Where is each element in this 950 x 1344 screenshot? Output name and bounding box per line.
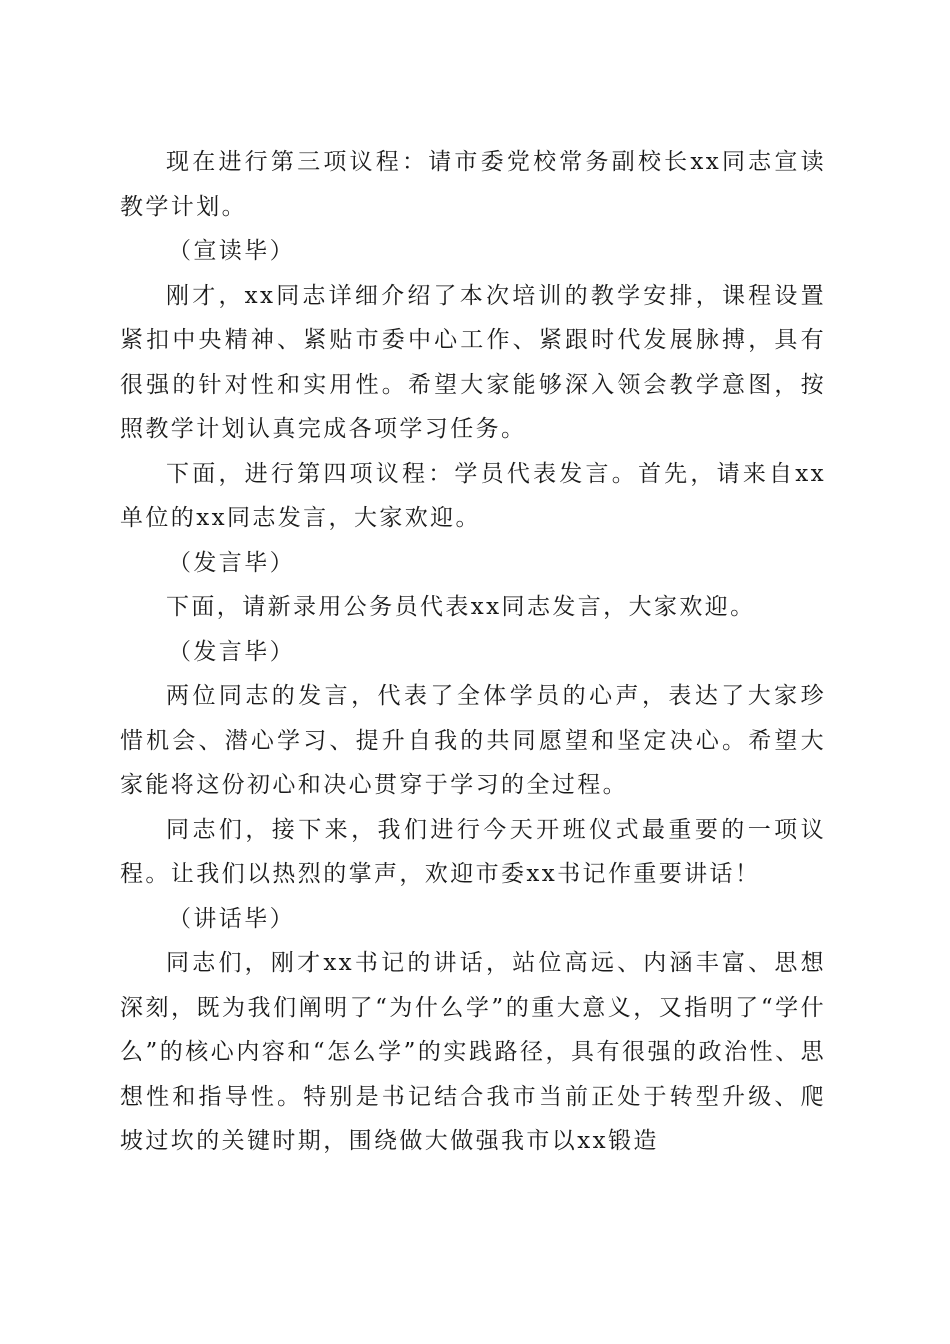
paragraph-secretary-speech-intro: 同志们，接下来，我们进行今天开班仪式最重要的一项议程。让我们以热烈的掌声，欢迎市委xx书记作重要讲话！ (120, 816, 826, 887)
paragraph-secretary-speech-summary: 同志们，刚才xx书记的讲话，站位高远、内涵丰富、思想深刻，既为我们阐明了“为什么学”的重大意义，又指明了“学什么”的核心内容和“怎么学”的实践路径，具有很强的政治性、思想性和指导性。特别是书记结合我市当前正处于转型升级、爬坡过坎的关键时期，围绕做大做强我市以xx锻造 (120, 950, 826, 1154)
paragraph-speeches-summary: 两位同志的发言，代表了全体学员的心声，表达了大家珍惜机会、潜心学习、提升自我的共同愿望和坚定决心。希望大家能将这份初心和决心贯穿于学习的全过程。 (120, 683, 826, 798)
note-talk-finished: （讲话毕） (168, 905, 295, 932)
note-speech-finished-2: （发言毕） (168, 638, 295, 665)
paragraph-new-civil-servant-speech: 下面，请新录用公务员代表xx同志发言，大家欢迎。 (166, 594, 756, 620)
paragraph-agenda-three: 现在进行第三项议程：请市委党校常务副校长xx同志宣读教学计划。 (120, 149, 826, 220)
note-speech-finished-1: （发言毕） (168, 549, 295, 576)
paragraph-teaching-plan-summary: 刚才，xx同志详细介绍了本次培训的教学安排，课程设置紧扣中央精神、紧贴市委中心工作、紧跟时代发展脉搏，具有很强的针对性和实用性。希望大家能够深入领会教学意图，按照教学计划认真完成各项学习任务。 (120, 282, 826, 442)
note-reading-finished: （宣读毕） (168, 238, 295, 264)
document-body (120, 140, 826, 1164)
paragraph-agenda-four: 下面，进行第四项议程：学员代表发言。首先，请来自xx单位的xx同志发言，大家欢迎。 (120, 460, 826, 531)
